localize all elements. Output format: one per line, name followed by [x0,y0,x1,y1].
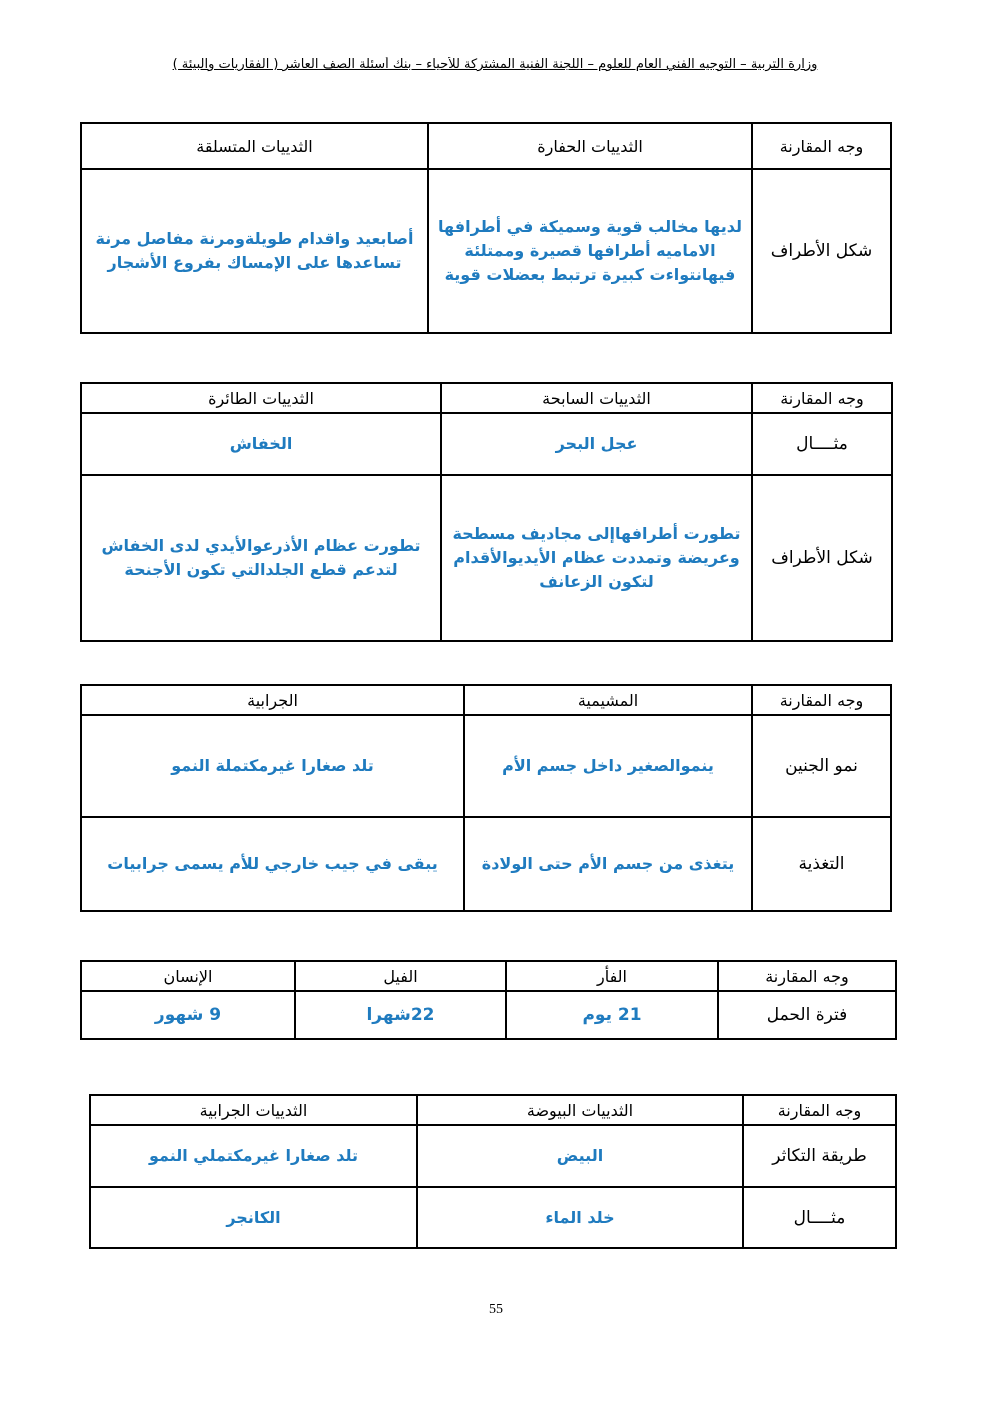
answer-cell: يتغذى من جسم الأم حتى الولادة [464,817,752,911]
row-label: مثــــال [752,413,892,475]
answer-cell: يبقى في جيب خارجي للأم يسمى جرابيات [81,817,464,911]
answer-cell: البيض [417,1125,743,1187]
comparison-table-monotreme-marsupial [89,1094,897,1249]
row-label: التغذية [752,817,891,911]
comparison-table-placental-marsupial [80,684,892,912]
answer-cell: 21 يوم [506,991,718,1039]
header-cell: الثدييات المتسلقة [81,123,428,169]
row-label: مثــــال [743,1187,896,1248]
answer-cell: تطورت عظام الأذرعوالأيدي لدى الخفاش لتدعم قطع الجلدالتي تكون الأجنحة [81,475,441,641]
header-cell: الإنسان [81,961,295,991]
header-cell: الثدييات الطائرة [81,383,441,413]
header-cell: الفيل [295,961,506,991]
header-cell: الجرابية [81,685,464,715]
header-cell: وجه المقارنة [752,123,891,169]
answer-cell: 22شهرا [295,991,506,1039]
header-cell: الثدييات البيوضة [417,1095,743,1125]
answer-cell: خلد الماء [417,1187,743,1248]
header-cell: الثدييات الجرابية [90,1095,417,1125]
answer-cell: 9 شهور [81,991,295,1039]
row-label: شكل الأطراف [752,169,891,333]
comparison-table-swimming-flying [80,382,893,642]
answer-cell: الخفاش [81,413,441,475]
header-cell: الثدييات الحفارة [428,123,752,169]
answer-cell: تلد صغارا غيرمكتملي النمو [90,1125,417,1187]
answer-cell: ينموالصغير داخل جسم الأم [464,715,752,817]
header-cell: المشيمية [464,685,752,715]
comparison-table-limbs-digging-climbing [80,122,892,334]
answer-cell: أصابعيد واقدام طويلةومرنة مفاصل مرنة تساعدها على الإمساك بفروع الأشجار [81,169,428,333]
answer-cell: تطورت أطرافهاإلى مجاديف مسطحة وعريضة وتمددت عظام الأيديوالأقدام لتكون الزعانف [441,475,752,641]
page-header: وزارة التربية – التوجيه الفني العام للعلوم – اللجنة الفنية المشتركة للأحياء – بنك أسئلة الصف العاشر ( الفقاريات والبيئة ) [172,57,818,72]
header-cell: وجه المقارنة [718,961,896,991]
header-cell: الثدييات السابحة [441,383,752,413]
answer-cell: تلد صغارا غيرمكتملة النمو [81,715,464,817]
answer-cell: عجل البحر [441,413,752,475]
header-cell: الفأر [506,961,718,991]
row-label: نمو الجنين [752,715,891,817]
page-number: 55 [489,1302,503,1317]
header-cell: وجه المقارنة [752,685,891,715]
answer-cell: الكانجر [90,1187,417,1248]
row-label: شكل الأطراف [752,475,892,641]
comparison-table-gestation-period [80,960,897,1040]
row-label: طريقة التكاثر [743,1125,896,1187]
answer-cell: لديها مخالب قوية وسميكة في أطرافها الاماميه أطرافها قصيرة وممتلئة فيهانتواءت كبيرة ترتبط بعضلات قوية [428,169,752,333]
row-label: فترة الحمل [718,991,896,1039]
header-cell: وجه المقارنة [743,1095,896,1125]
header-cell: وجه المقارنة [752,383,892,413]
